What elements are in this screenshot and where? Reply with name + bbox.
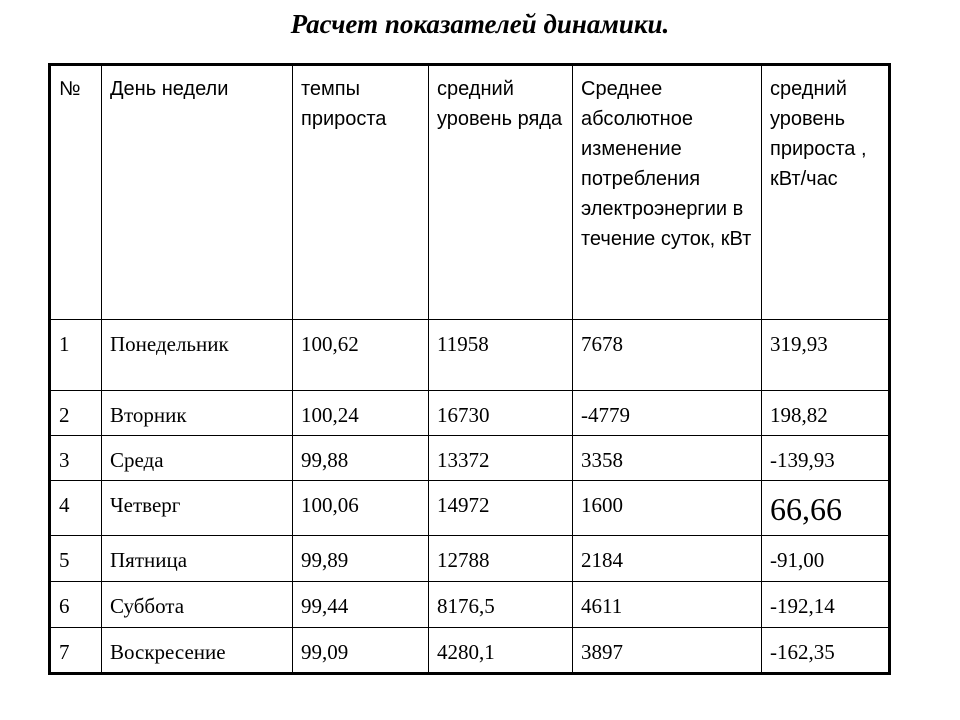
cell-average-growth-level: 66,66 bbox=[762, 481, 890, 536]
cell-growth-rate: 99,88 bbox=[293, 436, 429, 481]
cell-growth-rate: 99,44 bbox=[293, 582, 429, 628]
cell-growth-rate: 100,62 bbox=[293, 320, 429, 391]
cell-growth-rate: 100,06 bbox=[293, 481, 429, 536]
cell-weekday: Суббота bbox=[102, 582, 293, 628]
table-row bbox=[50, 391, 890, 436]
cell-average-level: 4280,1 bbox=[429, 628, 573, 674]
cell-number: 6 bbox=[50, 582, 102, 628]
cell-average-absolute-change: -4779 bbox=[573, 391, 762, 436]
cell-average-growth-level: 319,93 bbox=[762, 320, 890, 391]
cell-average-growth-level: -192,14 bbox=[762, 582, 890, 628]
cell-average-level: 16730 bbox=[429, 391, 573, 436]
cell-average-growth-level: -162,35 bbox=[762, 628, 890, 674]
cell-number: 7 bbox=[50, 628, 102, 674]
cell-number: 1 bbox=[50, 320, 102, 391]
cell-average-absolute-change: 4611 bbox=[573, 582, 762, 628]
cell-number: 2 bbox=[50, 391, 102, 436]
cell-average-growth-level: 198,82 bbox=[762, 391, 890, 436]
dynamics-table bbox=[48, 63, 891, 675]
cell-average-absolute-change: 1600 bbox=[573, 481, 762, 536]
table-row bbox=[50, 582, 890, 628]
cell-average-level: 8176,5 bbox=[429, 582, 573, 628]
cell-weekday: Вторник bbox=[102, 391, 293, 436]
cell-weekday: Воскресение bbox=[102, 628, 293, 674]
cell-average-level: 12788 bbox=[429, 536, 573, 582]
cell-average-level: 11958 bbox=[429, 320, 573, 391]
header-growth-rate: темпы прироста bbox=[293, 65, 429, 320]
cell-growth-rate: 99,09 bbox=[293, 628, 429, 674]
cell-number: 4 bbox=[50, 481, 102, 536]
page-title: Расчет показателей динамики. bbox=[290, 9, 670, 39]
header-weekday: День недели bbox=[102, 65, 293, 320]
cell-weekday: Четверг bbox=[102, 481, 293, 536]
header-number: № bbox=[50, 65, 102, 320]
header-average-level: средний уровень ряда bbox=[429, 65, 573, 320]
table-header-row bbox=[50, 65, 890, 320]
cell-average-absolute-change: 2184 bbox=[573, 536, 762, 582]
cell-number: 3 bbox=[50, 436, 102, 481]
cell-average-growth-level: -139,93 bbox=[762, 436, 890, 481]
cell-average-absolute-change: 3897 bbox=[573, 628, 762, 674]
header-average-growth-level: средний уровень прироста , кВт/час bbox=[762, 65, 890, 320]
table-row bbox=[50, 536, 890, 582]
cell-average-absolute-change: 3358 bbox=[573, 436, 762, 481]
table-row bbox=[50, 320, 890, 391]
cell-average-level: 14972 bbox=[429, 481, 573, 536]
table-row bbox=[50, 628, 890, 674]
cell-weekday: Понедельник bbox=[102, 320, 293, 391]
table-row bbox=[50, 481, 890, 536]
cell-weekday: Пятница bbox=[102, 536, 293, 582]
cell-growth-rate: 100,24 bbox=[293, 391, 429, 436]
cell-number: 5 bbox=[50, 536, 102, 582]
cell-average-level: 13372 bbox=[429, 436, 573, 481]
cell-average-absolute-change: 7678 bbox=[573, 320, 762, 391]
cell-growth-rate: 99,89 bbox=[293, 536, 429, 582]
header-average-absolute-change: Среднее абсолютное изменение потребления электроэнергии в течение суток, кВт bbox=[573, 65, 762, 320]
cell-average-growth-level: -91,00 bbox=[762, 536, 890, 582]
cell-weekday: Среда bbox=[102, 436, 293, 481]
table-row bbox=[50, 436, 890, 481]
